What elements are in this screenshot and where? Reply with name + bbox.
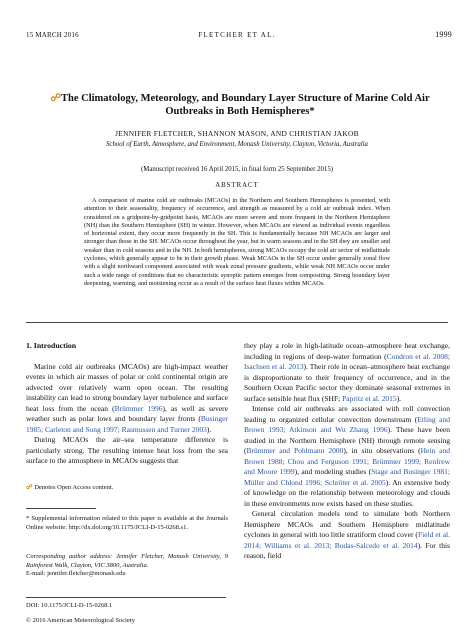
intro-paragraph-1 <box>26 362 228 436</box>
open-access-note: ☍ Denotes Open Access content. <box>26 484 114 491</box>
body-text: Intense cold air outbreaks are associated with roll convection leading to organized cellular convection downstream ( <box>244 404 450 424</box>
body-text: ), and modeling studies ( <box>294 467 372 476</box>
body-text: they play a role in high-latitude ocean–atmosphere heat exchange, including in regions of deep-water formation ( <box>244 341 450 361</box>
citation-link[interactable]: Etling and Brown 1993; Atkinson and Wu Zhang 1996 <box>244 414 450 434</box>
open-access-lock-icon: ☍ <box>26 484 33 491</box>
abstract-heading: ABSTRACT <box>215 182 259 189</box>
body-text: ), in situ observations ( <box>343 446 421 455</box>
body-text: ). Their role in ocean–atmosphere heat exchange is disproportionate to their frequency of occurrence, and in the Southern Ocean Pacific sector they dominate seasonal extremes in surface sensible heat flux (SHF; <box>244 362 450 403</box>
author-list: JENNIFER FLETCHER, SHANNON MASON, AND CHRISTIAN JAKOB <box>115 129 359 138</box>
article-title: ☍The Climatology, Meteorology, and Boundary Layer Structure of Marine Cold Air Outbreaks in Both Hemispheres* <box>50 93 430 117</box>
abstract-divider <box>26 322 448 323</box>
manuscript-received: (Manuscript received 16 April 2015, in final form 25 September 2015) <box>141 166 333 173</box>
intro-paragraph-2 <box>26 435 228 467</box>
copyright: © 2016 American Meteorological Society <box>26 617 135 624</box>
running-header-date: 15 MARCH 2016 <box>26 31 79 39</box>
body-text: Marine cold air outbreaks (MCAOs) are high-impact weather events in which air masses of polar or cold continental origin are advected over relatively warm open ocean. The resulting instability can lead to strong boundary layer turbulence and surface heat loss from the ocean ( <box>26 361 228 413</box>
corresponding-author: Corresponding author address: Jennifer Fletcher, Monash University, 9 Rainforest Walk, Clayton, VIC 3800, Australia. E-mail: jennifer.fletcher@monash.edu <box>26 553 228 577</box>
body-text: ). <box>396 393 402 403</box>
running-header-authors: FLETCHER ET AL. <box>198 31 276 39</box>
right-paragraph-2 <box>244 404 450 509</box>
section-heading: 1. Introduction <box>26 341 77 350</box>
citation-link[interactable]: Hein and Brown 1988; Chou and Ferguson 1991; Brümmer 1999; Renfrew and Moore 1999 <box>244 446 450 476</box>
body-text: During MCAOs the air–sea temperature difference is particularly strong. The resulting intense heat loss from the sea surface to the atmosphere in MCAOs suggests that <box>26 435 228 465</box>
citation-link[interactable]: Condron et al. 2008; Isachsen et al. 2013 <box>244 351 450 371</box>
citation-link[interactable]: Brümmer 1996 <box>114 403 163 413</box>
citation-link[interactable]: Businger 1985; Carleton and Song 1997; Rasmussen and Turner 2003 <box>26 414 228 434</box>
author-email: E-mail: jennifer.fletcher@monash.edu <box>26 570 126 577</box>
right-paragraph-3 <box>244 509 450 562</box>
body-text: ). An extensive body of knowledge on the relationship between meteorology and clouds in these environments now exists based on these studies. <box>244 477 450 508</box>
right-paragraph-1 <box>244 341 450 404</box>
body-text: ). For this reason, field <box>244 540 450 560</box>
doi: DOI: 10.1175/JCLI-D-15-0268.1 <box>26 602 113 609</box>
citation-link[interactable]: Stage and Businger 1981; Müller and Chlond 1996; Schröter et al. 2005 <box>244 467 450 487</box>
footnote-divider <box>26 508 96 509</box>
page-number: 1999 <box>435 30 452 39</box>
open-access-lock-icon: ☍ <box>50 93 61 104</box>
supplemental-footnote: * Supplemental information related to this paper is available at the Journals Online website: http://dx.doi.org/10.1175/JCLI-D-15-0268.s1. <box>26 515 228 531</box>
citation-link[interactable]: Papritz et al. 2015 <box>342 393 397 403</box>
citation-link[interactable]: Field et al. 2014; Williams et al. 2013; Bodas-Salcedo et al. 2014 <box>244 530 450 550</box>
article-title-block <box>40 92 440 118</box>
body-text: ). These have been studied in the Northern Hemisphere (NH) through remote sensing ( <box>244 425 450 455</box>
affiliation: School of Earth, Atmosphere, and Environment, Monash University, Clayton, Victoria, Australia <box>106 141 368 148</box>
abstract-text: A comparison of marine cold air outbreaks (MCAOs) in the Northern and Southern Hemispheres is presented, with attention to their seasonality, frequency of occurrence, and strength as measured by a cold air outbreak index. When considered on a gridpoint-by-gridpoint basis, MCAOs are more severe and more frequent in the Northern Hemisphere (NH) than the Southern Hemisphere (SH) in winter. However, when MCAOs are viewed as individual events regardless of horizontal extent, they occur more frequently in the SH. This is fundamentally because NH MCAOs are larger and stronger than those in the SH. MCAOs occur throughout the year, but in warm seasons and in the SH they are smaller and weaker than in cold seasons and in the NH. In both hemispheres, strong MCAOs occupy the cold air sector of midlatitude cyclones, which generally appear to be in their growth phase. Weak MCAOs in the SH occur under generally zonal flow with a slight northward component associated with weak zonal pressure gradients, while weak NH MCAOs occur under such a wide range of conditions that no characteristic synoptic pattern emerges from compositing. Strong boundary layer deepening, warming, and moistening occur as a result of the surface heat fluxes within MCAOs. <box>84 197 390 287</box>
left-column <box>26 341 228 467</box>
citation-link[interactable]: Brümmer and Pohlmann 2000 <box>246 446 344 455</box>
copyright-divider <box>26 597 226 598</box>
body-text: General circulation models tend to simulate both Northern Hemisphere MCAOs and Southern Hemisphere midlatitude cyclones in general with too little stratiform cloud cover ( <box>244 509 450 539</box>
right-column <box>244 341 450 562</box>
body-text: ), as well as severe weather such as polar lows and boundary layer fronts ( <box>26 403 229 423</box>
body-text: ). <box>206 424 212 434</box>
